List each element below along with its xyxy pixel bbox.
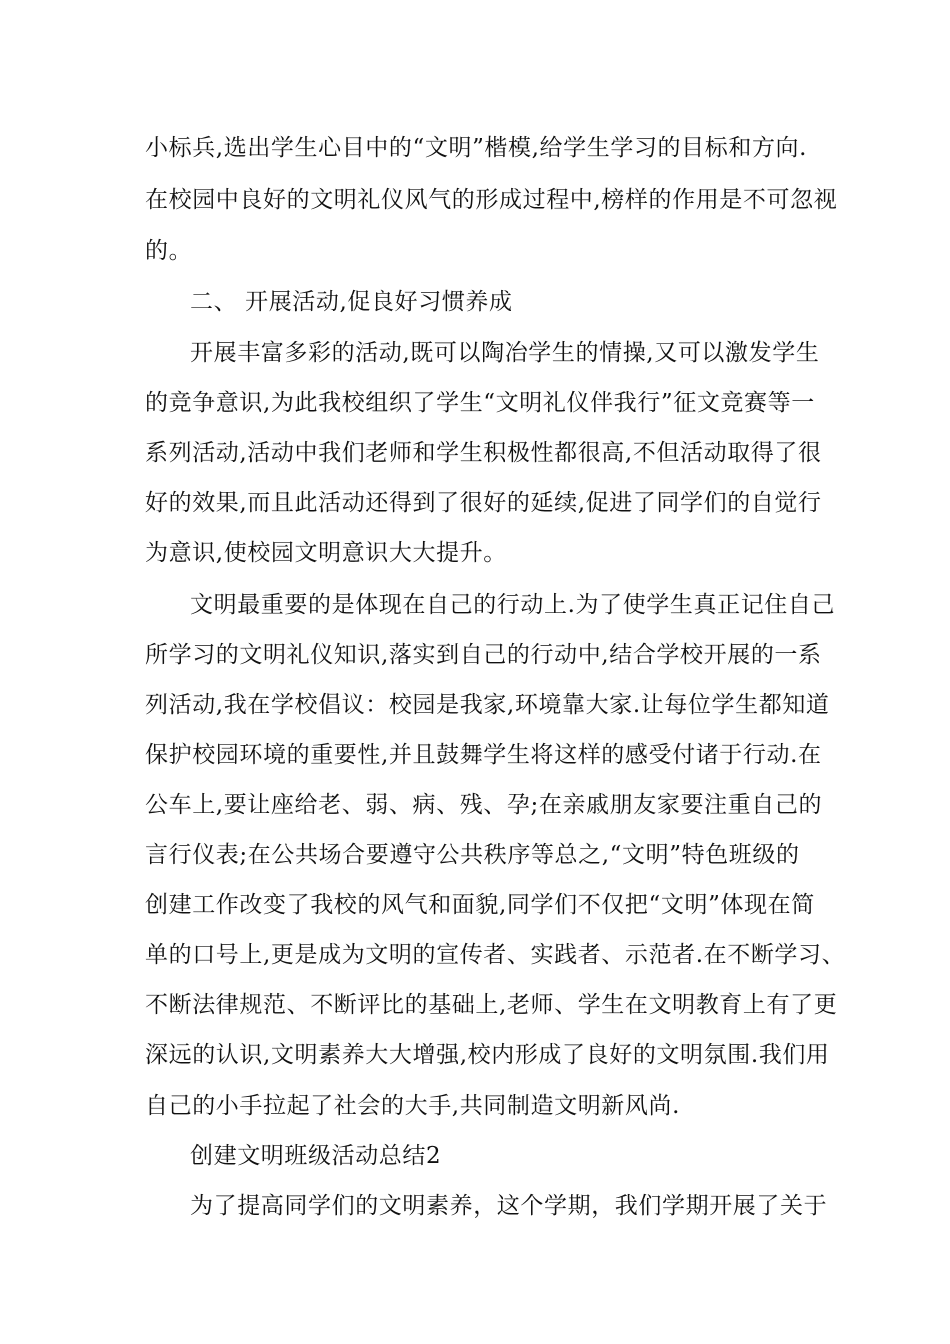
text-line: 在校园中良好的文明礼仪风气的形成过程中,榜样的作用是不可忽视 bbox=[145, 187, 838, 213]
text-line: 为了提高同学们的文明素养，这个学期，我们学期开展了关于 bbox=[190, 1193, 828, 1219]
text-line: 自己的小手拉起了社会的大手,共同制造文明新风尚. bbox=[145, 1093, 681, 1119]
section-heading: 二、 开展活动,促良好习惯养成 bbox=[190, 289, 513, 315]
text-line: 开展丰富多彩的活动,既可以陶冶学生的情操,又可以激发学生 bbox=[190, 340, 820, 366]
text-line: 公车上,要让座给老、弱、病、残、孕;在亲戚朋友家要注重自己的 bbox=[145, 792, 823, 818]
text-line: 为意识,使校园文明意识大大提升。 bbox=[145, 540, 507, 566]
text-line: 保护校园环境的重要性,并且鼓舞学生将这样的感受付诸于行动.在 bbox=[145, 742, 822, 768]
text-line: 深远的认识,文明素养大大增强,校内形成了良好的文明氛围.我们用 bbox=[145, 1042, 830, 1068]
text-line: 的竞争意识,为此我校组织了学生“文明礼仪伴我行”征文竞赛等一 bbox=[145, 390, 815, 416]
text-line: 系列活动,活动中我们老师和学生积极性都很高,不但活动取得了很 bbox=[145, 440, 822, 466]
text-line: 小标兵,选出学生心目中的“文明”楷模,给学生学习的目标和方向. bbox=[145, 135, 808, 161]
text-line: 好的效果,而且此活动还得到了很好的延续,促进了同学们的自觉行 bbox=[145, 490, 822, 516]
text-line: 的。 bbox=[145, 238, 193, 264]
text-line: 所学习的文明礼仪知识,落实到自己的行动中,结合学校开展的一系 bbox=[145, 642, 822, 668]
text-line: 不断法律规范、不断评比的基础上,老师、学生在文明教育上有了更 bbox=[145, 992, 838, 1018]
section-title: 创建文明班级活动总结2 bbox=[190, 1143, 442, 1169]
text-line: 文明最重要的是体现在自己的行动上.为了使学生真正记住自己 bbox=[190, 592, 836, 618]
text-line: 言行仪表;在公共场合要遵守公共秩序等总之,“文明”特色班级的 bbox=[145, 842, 800, 868]
text-line: 列活动,我在学校倡议：校园是我家,环境靠大家.让每位学生都知道 bbox=[145, 692, 830, 718]
text-line: 单的口号上,更是成为文明的宣传者、实践者、示范者.在不断学习、 bbox=[145, 942, 846, 968]
text-line: 创建工作改变了我校的风气和面貌,同学们不仅把“文明”体现在简 bbox=[145, 892, 815, 918]
